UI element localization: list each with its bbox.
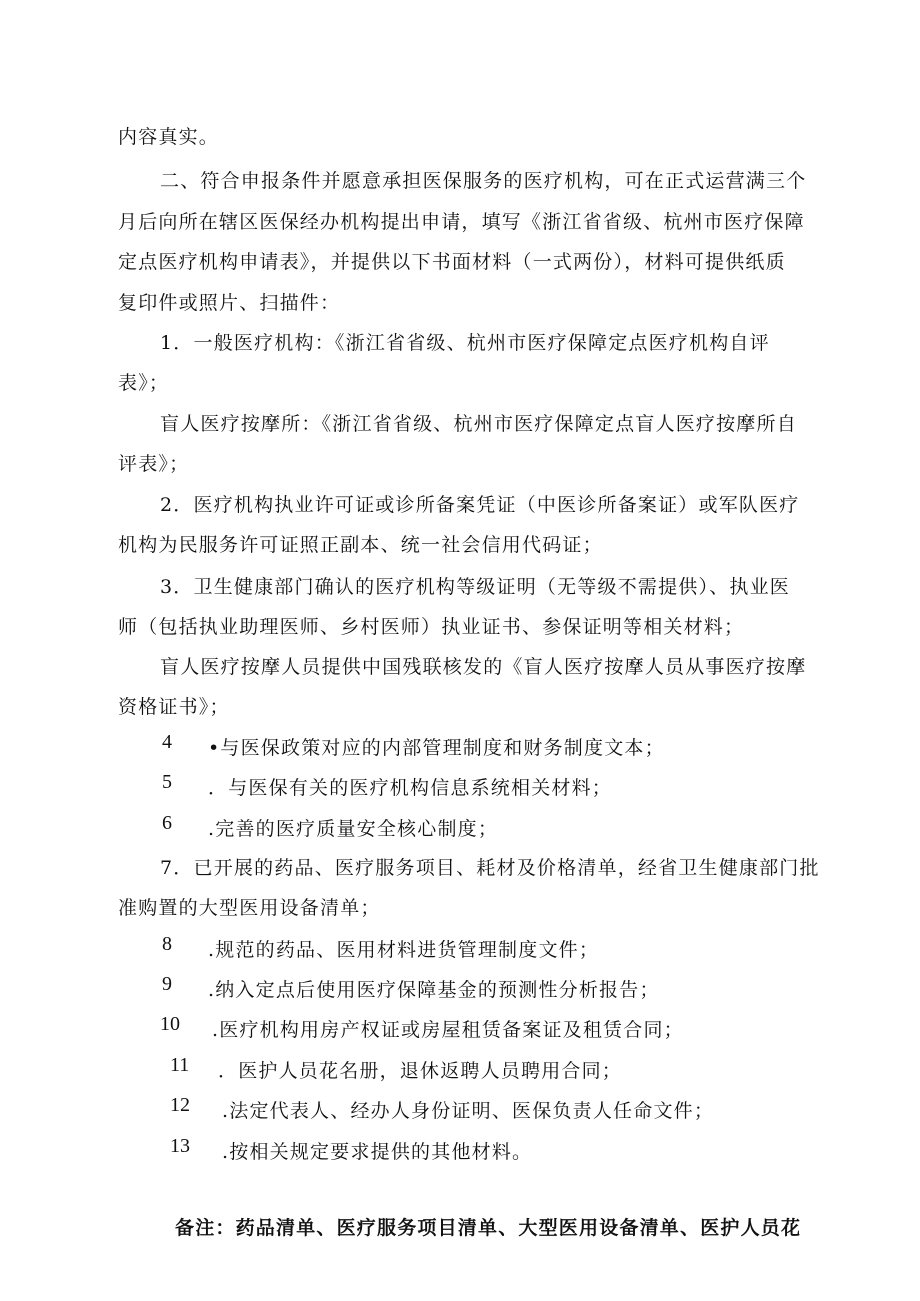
list-item: 3．卫生健康部门确认的医疗机构等级证明（无等级不需提供）、执业医 [160, 576, 790, 598]
list-item: ．医护人员花名册，退休返聘人员聘用合同； [218, 1060, 623, 1082]
paragraph-line: 定点医疗机构申请表》，并提供以下书面材料（一式两份），材料可提供纸质 [118, 251, 786, 273]
list-number: 5 [162, 771, 172, 793]
list-item: .纳入定点后使用医疗保障基金的预测性分析报告； [208, 979, 660, 1001]
list-number: 11 [170, 1054, 190, 1076]
list-number: 10 [160, 1013, 180, 1035]
list-number: 8 [162, 933, 172, 955]
list-item-continuation: 资格证书》； [118, 696, 230, 718]
paragraph-line: 月后向所在辖区医保经办机构提出申请，填写《浙江省省级、杭州市医疗保障 [118, 211, 805, 233]
list-item: .完善的医疗质量安全核心制度； [208, 818, 499, 840]
list-item-continuation: 准购置的大型医用设备清单； [118, 897, 381, 919]
list-item-continuation: 评表》； [118, 453, 190, 475]
list-item: •与医保政策对应的内部管理制度和财务制度文本； [208, 737, 665, 759]
list-item: 盲人医疗按摩所：《浙江省省级、杭州市医疗保障定点盲人医疗按摩所自 [160, 413, 797, 435]
list-item: 2．医疗机构执业许可证或诊所备案凭证（中医诊所备案证）或军队医疗 [160, 494, 800, 516]
list-item: 1．一般医疗机构：《浙江省省级、杭州市医疗保障定点医疗机构自评 [160, 332, 770, 354]
list-item: 盲人医疗按摩人员提供中国残联核发的《盲人医疗按摩人员从事医疗按摩 [160, 656, 807, 678]
list-item: .按相关规定要求提供的其他材料。 [222, 1141, 533, 1163]
list-number: 9 [162, 973, 172, 995]
list-number: 6 [162, 812, 172, 834]
list-item: 7．已开展的药品、医疗服务项目、耗材及价格清单，经省卫生健康部门批 [160, 857, 820, 879]
list-item: ．与医保有关的医疗机构信息系统相关材料； [208, 777, 613, 799]
list-item-continuation: 机构为民服务许可证照正副本、统一社会信用代码证； [118, 534, 603, 556]
note-line: 备注：药品清单、医疗服务项目清单、大型医用设备清单、医护人员花 [175, 1217, 802, 1239]
list-number: 13 [170, 1135, 190, 1157]
list-item: .医疗机构用房产权证或房屋租赁备案证及租赁合同； [212, 1019, 684, 1041]
list-item-continuation: 表》； [118, 372, 170, 394]
paragraph-line: 二、符合申报条件并愿意承担医保服务的医疗机构，可在正式运营满三个 [160, 170, 807, 192]
list-item: .法定代表人、经办人身份证明、医保负责人任命文件； [222, 1100, 715, 1122]
list-number: 4 [162, 731, 172, 753]
list-item: .规范的药品、医用材料进货管理制度文件； [208, 939, 600, 961]
list-item-continuation: 师（包括执业助理医师、乡村医师）执业证书、参保证明等相关材料； [118, 616, 745, 638]
list-number: 12 [170, 1094, 190, 1116]
paragraph-line: 内容真实。 [118, 126, 220, 148]
paragraph-line: 复印件或照片、扫描件： [118, 292, 341, 314]
